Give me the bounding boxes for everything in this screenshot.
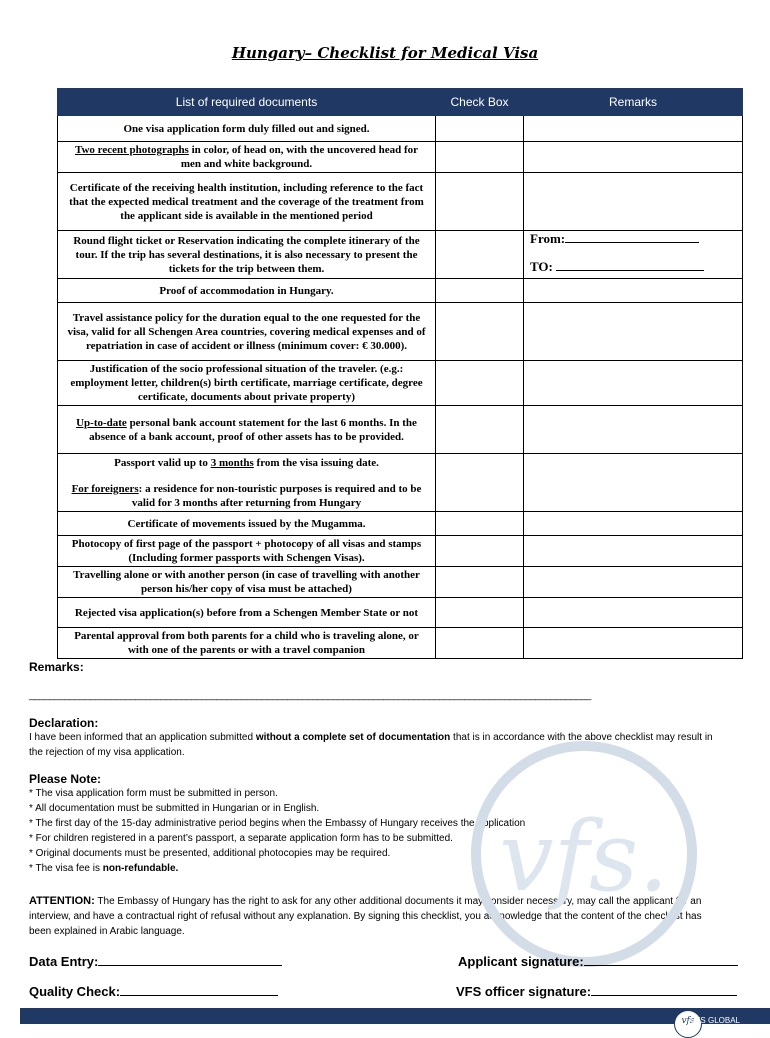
- document-cell: Photocopy of first page of the passport + photocopy of all visas and stamps (Including former passports with Schengen Visas).: [58, 536, 436, 567]
- check-box-cell[interactable]: [436, 406, 524, 454]
- document-cell: Certificate of movements issued by the Mugamma.: [58, 512, 436, 536]
- check-box-cell[interactable]: [436, 116, 524, 142]
- check-box-cell[interactable]: [436, 279, 524, 303]
- document-cell: Rejected visa application(s) before from a Schengen Member State or not: [58, 598, 436, 628]
- table-row: [58, 512, 743, 536]
- note-item: * Original documents must be presented, additional photocopies may be required.: [29, 848, 391, 859]
- vfs-officer-signature-field[interactable]: VFS officer signature:: [456, 984, 737, 999]
- to-field[interactable]: TO:: [530, 260, 736, 274]
- table-row: [58, 303, 743, 361]
- check-box-cell[interactable]: [436, 628, 524, 659]
- footer-brand: VFS GLOBAL: [690, 1016, 740, 1025]
- remarks-cell[interactable]: [524, 173, 743, 231]
- check-box-cell[interactable]: [436, 454, 524, 512]
- declaration-label: Declaration:: [29, 716, 99, 730]
- note-item: * The first day of the 15-day administrative period begins when the Embassy of Hungary receives the application: [29, 818, 526, 829]
- from-field[interactable]: From:: [530, 232, 736, 246]
- document-cell: Up-to-date personal bank account statement for the last 6 months. In the absence of a bank account, proof of other assets has to be provided.: [58, 406, 436, 454]
- document-cell: Two recent photographs in color, of head on, with the uncovered head for men and white background.: [58, 142, 436, 173]
- check-box-cell[interactable]: [436, 142, 524, 173]
- remarks-line: _______________________________________________________________________________________________________________: [29, 690, 591, 701]
- table-row: [58, 567, 743, 598]
- remarks-cell[interactable]: [524, 116, 743, 142]
- applicant-signature-field[interactable]: Applicant signature:: [458, 954, 738, 969]
- note-item: * The visa application form must be submitted in person.: [29, 788, 278, 799]
- vfs-watermark-logo: [470, 740, 698, 968]
- document-cell: Parental approval from both parents for a child who is traveling alone, or with one of the parents or with a travel companion: [58, 628, 436, 659]
- header-documents: List of required documents: [58, 89, 436, 116]
- remarks-cell[interactable]: [524, 279, 743, 303]
- check-box-cell[interactable]: [436, 512, 524, 536]
- remarks-cell[interactable]: [524, 628, 743, 659]
- table-header-row: [58, 89, 743, 116]
- check-box-cell[interactable]: [436, 303, 524, 361]
- data-entry-field[interactable]: Data Entry:: [29, 954, 282, 969]
- table-row: [58, 173, 743, 231]
- check-box-cell[interactable]: [436, 361, 524, 406]
- table-row: [58, 406, 743, 454]
- remarks-cell[interactable]: [524, 142, 743, 173]
- table-row: [58, 598, 743, 628]
- check-box-cell[interactable]: [436, 567, 524, 598]
- check-box-cell[interactable]: [436, 231, 524, 279]
- attention-text: The Embassy of Hungary has the right to ask for any other additional documents it may consider necessary, may call the applicant for an interview, and have a contractual right of refusal without any explanation. By signing this checklist, you acknowledge that the content of the checklist has been explained in Arabic language.: [29, 896, 702, 937]
- table-row: [58, 231, 743, 279]
- document-cell: Justification of the socio professional situation of the traveler. (e.g.: employment letter, children(s) birth certificate, marriage certificate, degree certificate, documents about private property): [58, 361, 436, 406]
- document-cell: Certificate of the receiving health institution, including reference to the fact that the expected medical treatment and the coverage of the treatment from the applicant side is available in the mentioned period: [58, 173, 436, 231]
- note-item: * The visa fee is non-refundable.: [29, 863, 179, 874]
- page-title: Hungary– Checklist for Medical Visa: [231, 44, 539, 62]
- remarks-cell[interactable]: [524, 303, 743, 361]
- remarks-cell[interactable]: [524, 536, 743, 567]
- table-row: [58, 536, 743, 567]
- table-row: [58, 628, 743, 659]
- check-box-cell[interactable]: [436, 598, 524, 628]
- note-item: * All documentation must be submitted in Hungarian or in English.: [29, 803, 320, 814]
- remarks-label: Remarks:: [29, 660, 84, 674]
- table-row: [58, 361, 743, 406]
- checklist-table: [57, 88, 743, 659]
- note-item: * For children registered in a parent’s passport, a separate application form has to be submitted.: [29, 833, 453, 844]
- table-row: [58, 454, 743, 512]
- attention-label: ATTENTION:: [29, 895, 95, 907]
- remarks-cell[interactable]: [524, 454, 743, 512]
- document-cell: Round flight ticket or Reservation indicating the complete itinerary of the tour. If the trip has several destinations, it is also necessary to present the tickets for the trip between them.: [58, 231, 436, 279]
- document-cell: Travelling alone or with another person (in case of travelling with another person his/her copy of visa must be attached): [58, 567, 436, 598]
- table-row: [58, 142, 743, 173]
- non-refundable-text: non-refundable.: [102, 863, 179, 874]
- header-check-box: Check Box: [436, 89, 524, 116]
- declaration-emphasis: without a complete set of documentation: [255, 732, 451, 743]
- please-note-label: Please Note:: [29, 772, 102, 786]
- vfs-logo-icon: vfs: [674, 1010, 702, 1038]
- declaration-text: I have been informed that an application submitted without a complete set of documentation that is in accordance with the above checklist may result in the rejection of my visa application.: [29, 732, 713, 758]
- remarks-cell[interactable]: [524, 598, 743, 628]
- remarks-cell[interactable]: [524, 512, 743, 536]
- header-remarks: Remarks: [524, 89, 743, 116]
- table-row: [58, 116, 743, 142]
- check-box-cell[interactable]: [436, 536, 524, 567]
- document-cell: Proof of accommodation in Hungary.: [58, 279, 436, 303]
- remarks-cell[interactable]: [524, 567, 743, 598]
- table-row: [58, 279, 743, 303]
- document-cell: Passport valid up to 3 months from the visa issuing date. For foreigners: a residence for non-touristic purposes is required and to be valid for 3 months after returning from Hungary: [58, 454, 436, 512]
- quality-check-field[interactable]: Quality Check:: [29, 984, 278, 999]
- watermark-text: vfs.: [499, 801, 669, 913]
- remarks-cell[interactable]: [524, 406, 743, 454]
- check-box-cell[interactable]: [436, 173, 524, 231]
- document-cell: One visa application form duly filled out and signed.: [58, 116, 436, 142]
- remarks-cell[interactable]: [524, 231, 743, 279]
- document-cell: Travel assistance policy for the duration equal to the one requested for the visa, valid for all Schengen Area countries, covering medical expenses and of repatriation in case of accident or illness (minimum cover: € 30.000).: [58, 303, 436, 361]
- remarks-cell[interactable]: [524, 361, 743, 406]
- footer-bar: [20, 1008, 770, 1024]
